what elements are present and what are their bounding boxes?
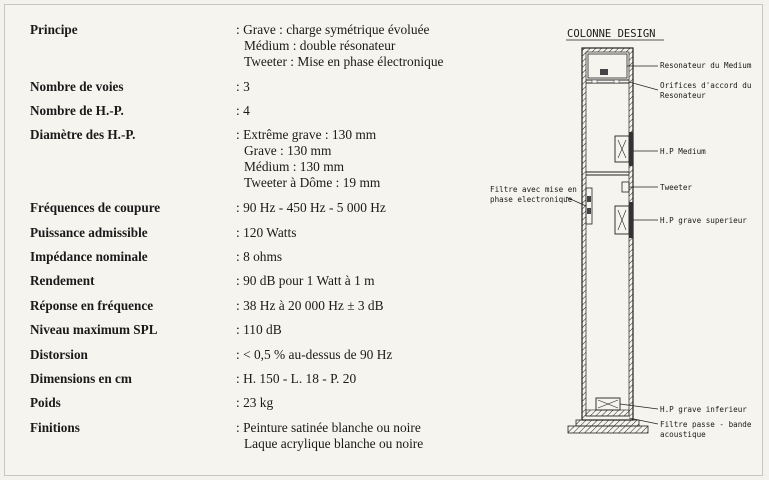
spec-value-line: : 8 ohms — [236, 248, 283, 264]
spec-value-line: : 120 Watts — [236, 224, 297, 240]
spec-value — [236, 22, 506, 70]
label-filtre-1: Filtre avec mise en — [490, 185, 577, 194]
spec-value — [236, 273, 506, 289]
spec-value-line: Grave : 130 mm — [244, 143, 332, 159]
spec-value — [236, 127, 506, 191]
plinth-upper — [576, 420, 639, 426]
spec-label: Puissance admissible — [30, 224, 148, 240]
spec-value-line: Tweeter à Dôme : 19 mm — [244, 175, 381, 191]
bottom-baffle — [586, 410, 629, 416]
spec-label: Poids — [30, 395, 61, 411]
label-hp-medium: H.P Medium — [660, 147, 706, 156]
spec-value — [236, 322, 506, 338]
spec-value-line: : Peinture satinée blanche ou noire — [236, 419, 421, 435]
spec-label: Diamètre des H.-P. — [30, 127, 136, 143]
spec-value — [236, 249, 506, 265]
medium-driver-face — [629, 132, 633, 166]
spec-value-line: Laque acrylique blanche ou noire — [244, 435, 424, 451]
resonator-port — [600, 69, 608, 75]
diagram-title: COLONNE DESIGN — [567, 28, 656, 40]
spec-value-line: Médium : 130 mm — [244, 159, 345, 175]
spec-value — [236, 395, 506, 411]
spec-value-line: Médium : double résonateur — [244, 38, 396, 53]
spec-label: Impédance nominale — [30, 248, 148, 264]
tweeter-driver — [622, 182, 629, 192]
spec-value — [236, 371, 506, 387]
filter-board — [586, 188, 592, 224]
spec-value-line: : 4 — [236, 103, 250, 118]
label-orifices-2: Resonateur — [660, 91, 706, 100]
spec-label: Rendement — [30, 273, 95, 289]
spec-label: Distorsion — [30, 346, 88, 362]
spec-label: Niveau maximum SPL — [30, 322, 158, 338]
spec-value-line: : 23 kg — [236, 395, 274, 411]
spec-value — [236, 347, 506, 363]
spec-value-line: : 3 — [236, 78, 250, 94]
plinth-base — [568, 426, 648, 433]
spec-value — [236, 200, 506, 216]
speaker-column-diagram — [488, 20, 758, 460]
label-filtre-pb-2: acoustique — [660, 430, 706, 439]
tuning-orifice-1 — [592, 80, 597, 83]
label-resonateur-medium: Resonateur du Medium — [660, 61, 752, 70]
tuning-orifice-2 — [614, 80, 619, 83]
spec-label: Finitions — [30, 419, 80, 435]
spec-label: Réponse en fréquence — [30, 297, 154, 313]
spec-value-line: Tweeter : Mise en phase électronique — [244, 54, 444, 69]
spec-value — [236, 225, 506, 241]
spec-label: Nombre de H.-P. — [30, 103, 124, 118]
spec-label: Fréquences de coupure — [30, 200, 161, 216]
label-hp-grave-sup: H.P grave superieur — [660, 216, 747, 225]
label-filtre-2: phase electronique — [490, 195, 573, 204]
spec-value-line: : H. 150 - L. 18 - P. 20 — [236, 370, 357, 386]
label-filtre-pb-1: Filtre passe - bande — [660, 420, 752, 429]
upper-bass-driver-face — [629, 202, 633, 238]
spec-value — [236, 420, 506, 452]
cabinet-wall-left — [582, 48, 586, 420]
spec-value-line: : 110 dB — [236, 322, 282, 338]
spec-label: Principe — [30, 22, 78, 37]
spec-value — [236, 298, 506, 314]
spec-value-line: : Extrême grave : 130 mm — [236, 127, 377, 143]
spec-value-line: : 90 dB pour 1 Watt à 1 m — [236, 273, 375, 289]
cabinet-top — [582, 48, 633, 52]
spec-value-line: : Grave : charge symétrique évoluée — [236, 22, 430, 37]
spec-value — [236, 79, 506, 95]
label-hp-grave-inf: H.P grave inferieur — [660, 405, 747, 414]
label-tweeter: Tweeter — [660, 183, 693, 192]
spec-label: Nombre de voies — [30, 78, 124, 94]
spec-value-line: : 38 Hz à 20 000 Hz ± 3 dB — [236, 297, 384, 313]
spec-value-line: : < 0,5 % au-dessus de 90 Hz — [236, 346, 393, 362]
spec-label: Dimensions en cm — [30, 370, 132, 386]
spec-value-line: : 90 Hz - 450 Hz - 5 000 Hz — [236, 200, 386, 216]
label-orifices-1: Orifices d'accord du — [660, 81, 752, 90]
spec-value — [236, 103, 506, 119]
